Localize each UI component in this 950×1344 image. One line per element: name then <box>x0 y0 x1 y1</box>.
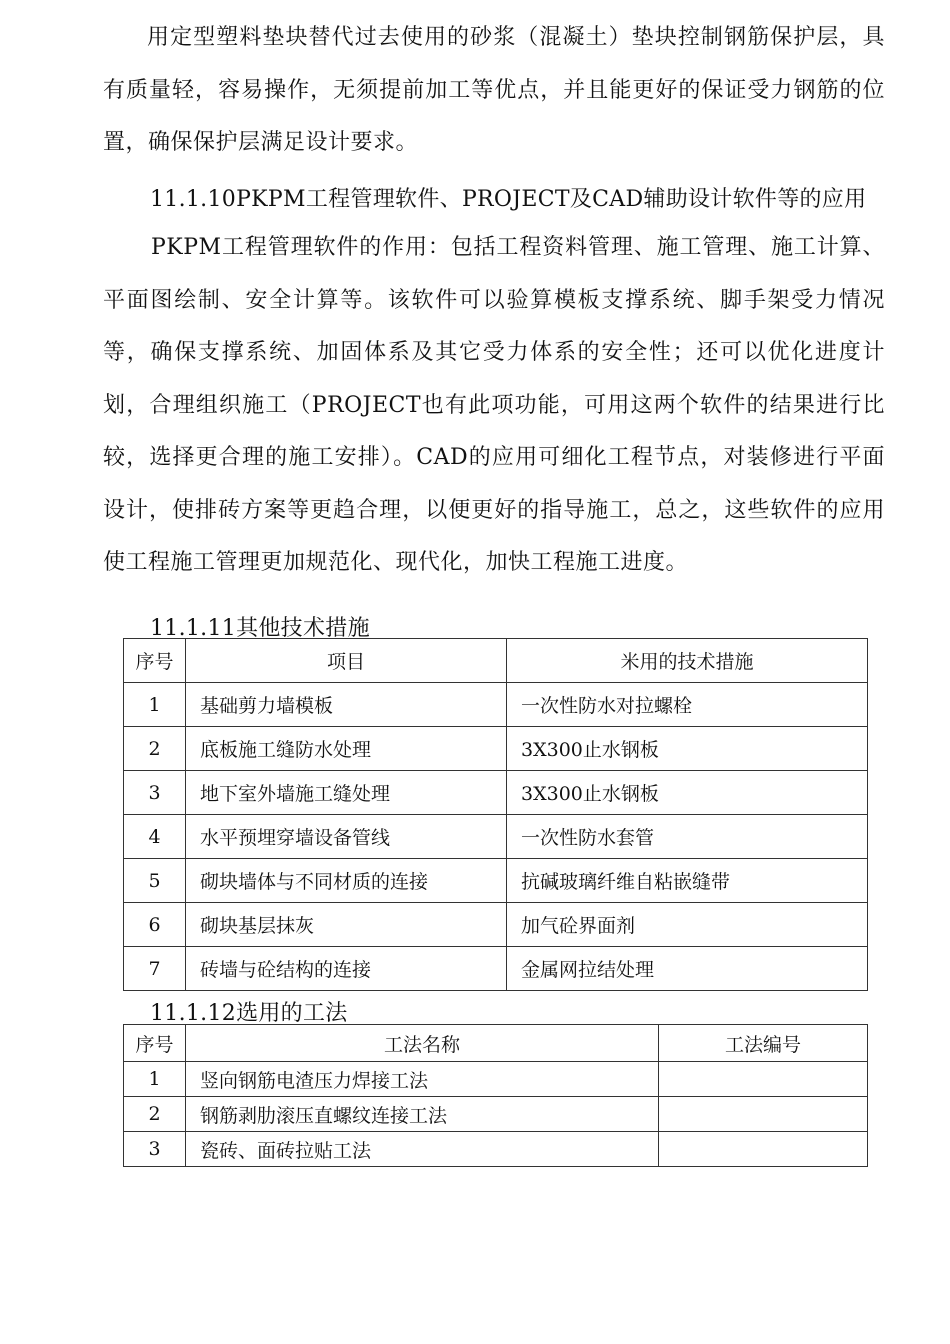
cell-method-name: 竖向钢筋电渣压力焊接工法 <box>186 1062 659 1097</box>
cell-serial: 6 <box>124 903 186 947</box>
table-technical-measures <box>123 638 868 991</box>
table-row <box>124 727 868 771</box>
cell-item: 砖墙与砼结构的连接 <box>186 947 507 991</box>
table-row <box>124 1097 868 1132</box>
table-row <box>124 771 868 815</box>
cell-item: 基础剪力墙模板 <box>186 683 507 727</box>
table-construction-methods <box>123 1024 868 1167</box>
heading-selected-methods: 11.1.12选用的工法 <box>150 1001 348 1026</box>
paragraph-plastic-spacer: 用定型塑料垫块替代过去使用的砂浆（混凝土）垫块控制钢筋保护层，具有质量轻，容易操作，无须提前加工等优点，并且能更好的保证受力钢筋的位置，确保保护层满足设计要求。 <box>103 25 885 155</box>
table-header-row <box>124 1025 868 1062</box>
cell-item: 水平预埋穿墙设备管线 <box>186 815 507 859</box>
cell-measure: 抗碱玻璃纤维自粘嵌缝带 <box>507 859 868 903</box>
cell-method-number <box>659 1132 868 1167</box>
header-technical-measure: 米用的技术措施 <box>507 639 868 683</box>
cell-method-number <box>659 1097 868 1132</box>
cell-serial: 3 <box>124 1132 186 1167</box>
table-row <box>124 903 868 947</box>
cell-serial: 4 <box>124 815 186 859</box>
cell-measure: 3X300止水钢板 <box>507 727 868 771</box>
heading-software-application: 11.1.10PKPM工程管理软件、PROJECT及CAD辅助设计软件等的应用 <box>150 187 867 212</box>
cell-measure: 3X300止水钢板 <box>507 771 868 815</box>
table-row <box>124 683 868 727</box>
cell-measure: 一次性防水对拉螺栓 <box>507 683 868 727</box>
cell-measure: 金属网拉结处理 <box>507 947 868 991</box>
cell-serial: 7 <box>124 947 186 991</box>
cell-serial: 5 <box>124 859 186 903</box>
cell-measure: 一次性防水套管 <box>507 815 868 859</box>
cell-method-number <box>659 1062 868 1097</box>
cell-item: 砌块墙体与不同材质的连接 <box>186 859 507 903</box>
header-item: 项目 <box>186 639 507 683</box>
table-row <box>124 815 868 859</box>
cell-method-name: 瓷砖、面砖拉贴工法 <box>186 1132 659 1167</box>
cell-measure: 加气砼界面剂 <box>507 903 868 947</box>
cell-item: 地下室外墙施工缝处理 <box>186 771 507 815</box>
header-serial-number: 序号 <box>124 1025 186 1062</box>
header-method-number: 工法编号 <box>659 1025 868 1062</box>
header-method-name: 工法名称 <box>186 1025 659 1062</box>
cell-serial: 3 <box>124 771 186 815</box>
cell-serial: 1 <box>124 683 186 727</box>
heading-other-measures: 11.1.11其他技术措施 <box>150 616 370 641</box>
table-row <box>124 1132 868 1167</box>
cell-serial: 2 <box>124 727 186 771</box>
cell-method-name: 钢筋剥肋滚压直螺纹连接工法 <box>186 1097 659 1132</box>
table-row <box>124 947 868 991</box>
cell-serial: 1 <box>124 1062 186 1097</box>
paragraph-pkpm-software: PKPM工程管理软件的作用：包括工程资料管理、施工管理、施工计算、平面图绘制、安全计算等。该软件可以验算模板支撑系统、脚手架受力情况等，确保支撑系统、加固体系及其它受力体系的安全性；还可以优化进度计划，合理组织施工（PROJECT也有此项功能，可用这两个软件的结果进行比较，选择更合理的施工安排）。CAD的应用可细化工程节点，对装修进行平面设计，使排砖方案等更趋合理，以便更好的指导施工，总之，这些软件的应用使工程施工管理更加规范化、现代化，加快工程施工进度。 <box>103 235 885 575</box>
cell-serial: 2 <box>124 1097 186 1132</box>
table-row <box>124 1062 868 1097</box>
header-serial-number: 序号 <box>124 639 186 683</box>
cell-item: 砌块基层抹灰 <box>186 903 507 947</box>
table-header-row <box>124 639 868 683</box>
cell-item: 底板施工缝防水处理 <box>186 727 507 771</box>
table-row <box>124 859 868 903</box>
